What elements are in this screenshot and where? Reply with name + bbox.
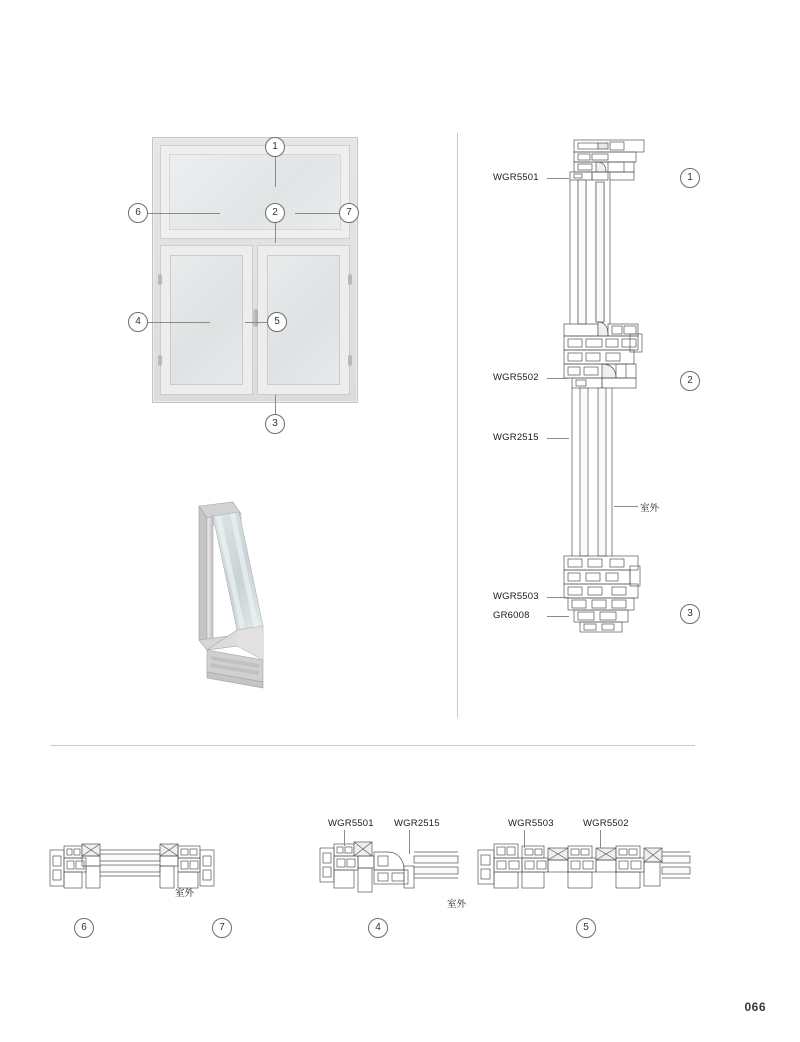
part-label-wgr2515-bottom: WGR2515	[394, 818, 440, 829]
leader-line	[614, 506, 638, 507]
leader-line	[295, 213, 339, 214]
hinge-icon	[348, 274, 352, 285]
outdoor-label: 室外	[447, 899, 467, 910]
callout-1[interactable]: 1	[265, 137, 285, 157]
transom-horizontal-section-drawing	[48, 832, 238, 898]
callout-section-1[interactable]: 1	[680, 168, 700, 188]
hinge-icon	[158, 355, 162, 366]
leader-line	[524, 830, 525, 848]
hinge-icon	[348, 355, 352, 366]
page-number: 066	[744, 1000, 766, 1014]
leader-line	[547, 438, 569, 439]
callout-3[interactable]: 3	[265, 414, 285, 434]
outdoor-label: 室外	[640, 503, 660, 514]
part-label-wgr2515: WGR2515	[493, 432, 539, 443]
frame-mullion-horizontal-section-drawing	[318, 832, 460, 904]
callout-7[interactable]: 7	[339, 203, 359, 223]
callout-bottom-4[interactable]: 4	[368, 918, 388, 938]
callout-2[interactable]: 2	[265, 203, 285, 223]
window-sash-area	[160, 245, 350, 395]
leader-line	[344, 830, 345, 846]
transom-glass	[169, 154, 341, 230]
leader-line	[275, 157, 276, 187]
leader-line	[275, 395, 276, 414]
part-label-wgr5503: WGR5503	[493, 591, 539, 602]
sash-left-glass	[170, 255, 243, 385]
leader-line	[547, 178, 569, 179]
callout-bottom-6[interactable]: 6	[74, 918, 94, 938]
callout-bottom-5[interactable]: 5	[576, 918, 596, 938]
callout-5[interactable]: 5	[267, 312, 287, 332]
meeting-stile-horizontal-section-drawing	[476, 832, 692, 902]
window-transom	[160, 145, 350, 239]
window-sash-left	[160, 245, 253, 395]
callout-6[interactable]: 6	[128, 203, 148, 223]
part-label-gr6008: GR6008	[493, 610, 530, 621]
part-label-wgr5502-bottom: WGR5502	[583, 818, 629, 829]
part-label-wgr5501-bottom: WGR5501	[328, 818, 374, 829]
part-label-wgr5503-bottom: WGR5503	[508, 818, 554, 829]
column-divider	[457, 133, 458, 718]
callout-bottom-7[interactable]: 7	[212, 918, 232, 938]
outdoor-label: 室外	[175, 888, 195, 899]
callout-4[interactable]: 4	[128, 312, 148, 332]
callout-section-3[interactable]: 3	[680, 604, 700, 624]
leader-line	[600, 830, 601, 848]
corner-cutaway-render	[185, 500, 305, 690]
part-label-wgr5501: WGR5501	[493, 172, 539, 183]
window-handle-icon	[253, 309, 258, 327]
vertical-section-drawing	[552, 138, 656, 658]
hinge-icon	[158, 274, 162, 285]
window-assembly-render	[152, 137, 358, 403]
leader-line	[148, 213, 220, 214]
callout-section-2[interactable]: 2	[680, 371, 700, 391]
leader-line	[547, 378, 569, 379]
leader-line	[409, 830, 410, 854]
leader-line	[547, 597, 569, 598]
leader-line	[547, 616, 569, 617]
section-divider	[50, 745, 695, 746]
part-label-wgr5502: WGR5502	[493, 372, 539, 383]
leader-line	[148, 322, 210, 323]
leader-line	[245, 322, 267, 323]
